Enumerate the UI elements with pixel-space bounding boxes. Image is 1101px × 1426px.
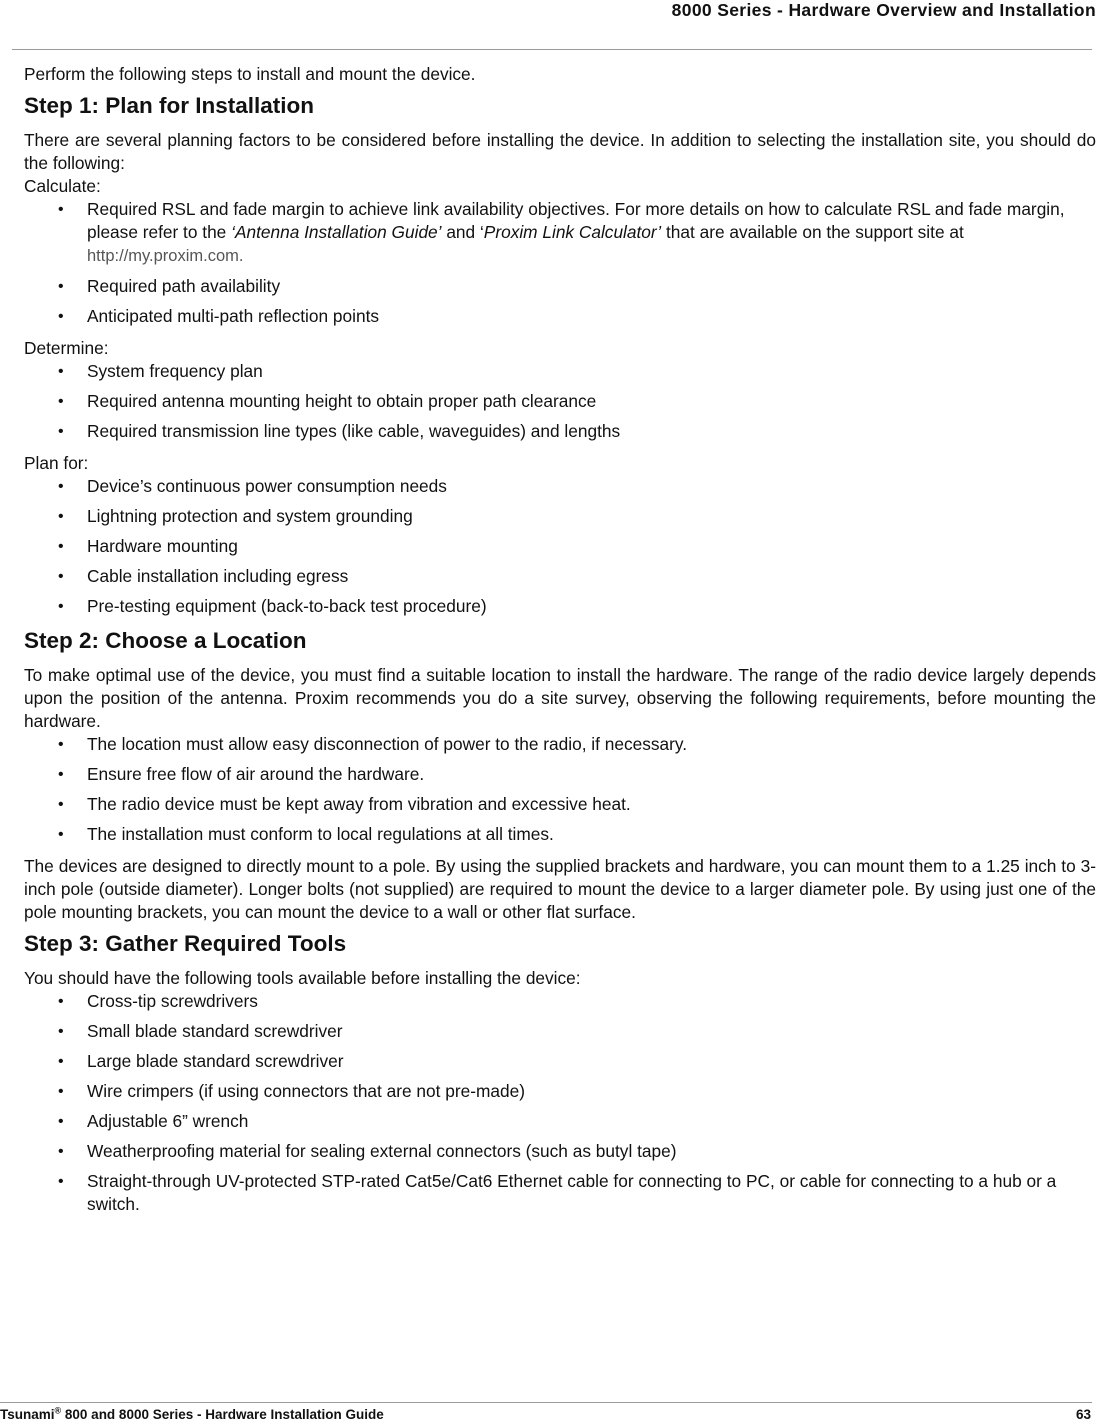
list-item-text: Device’s continuous power consumption needs <box>87 476 447 496</box>
list-item-text: Required transmission line types (like cable, waveguides) and lengths <box>87 421 621 441</box>
step2-heading: Step 2: Choose a Location <box>24 628 307 653</box>
list-item-text: Required path availability <box>87 276 281 296</box>
list-item <box>24 198 1096 268</box>
bullet-icon: • <box>58 201 64 218</box>
footer-guide-title <box>0 1407 384 1422</box>
list-item <box>24 390 1096 413</box>
list-item <box>24 305 1096 328</box>
list-item <box>24 990 1096 1013</box>
header-rule <box>12 49 1092 50</box>
list-item <box>24 505 1096 528</box>
list-item-text: Lightning protection and system grounding <box>87 506 413 526</box>
link-calculator-title: Proxim Link Calculator’ <box>483 222 662 242</box>
step1-heading: Step 1: Plan for Installation <box>24 93 315 118</box>
list-item-text: The installation must conform to local regulations at all times. <box>87 824 554 844</box>
intro-paragraph: Perform the following steps to install and mount the device. <box>24 64 476 84</box>
bullet-icon: • <box>58 1053 64 1070</box>
list-item-text: Weatherproofing material for sealing external connectors (such as butyl tape) <box>87 1141 677 1161</box>
list-item-text: Large blade standard screwdriver <box>87 1051 344 1071</box>
list-item-text: Adjustable 6” wrench <box>87 1111 249 1131</box>
list-item <box>24 1140 1096 1163</box>
list-item <box>24 733 1096 756</box>
list-item-text: The location must allow easy disconnection of power to the radio, if necessary. <box>87 734 688 754</box>
list-item <box>24 1110 1096 1133</box>
list-item-text: System frequency plan <box>87 361 263 381</box>
footer-title-rest: 800 and 8000 Series - Hardware Installation Guide <box>61 1407 384 1422</box>
determine-label: Determine: <box>24 338 109 358</box>
step3-heading: Step 3: Gather Required Tools <box>24 931 347 956</box>
bullet-icon: • <box>58 826 64 843</box>
bullet-icon: • <box>58 568 64 585</box>
footer-brand: Tsunami <box>0 1407 55 1422</box>
bullet-icon: • <box>58 508 64 525</box>
page-footer <box>0 1407 1091 1425</box>
bullet-icon: • <box>58 393 64 410</box>
support-site-link[interactable]: http://my.proxim.com <box>87 247 239 265</box>
running-header: 8000 Series - Hardware Overview and Installation <box>671 0 1096 20</box>
list-item-text: Ensure free flow of air around the hardware. <box>87 764 425 784</box>
list-item-text: Cable installation including egress <box>87 566 349 586</box>
bullet-icon: • <box>58 993 64 1010</box>
calculate-list <box>24 198 1096 328</box>
list-item <box>24 1170 1096 1216</box>
list-item-text: Anticipated multi-path reflection points <box>87 306 380 326</box>
list-item <box>24 823 1096 846</box>
bullet-icon: • <box>58 363 64 380</box>
list-item <box>24 763 1096 786</box>
bullet-icon: • <box>58 736 64 753</box>
calc-item-text-mid2: that are available on the support site at <box>661 222 964 242</box>
step1-paragraph: There are several planning factors to be considered before installing the device. In addition to selecting the installation site, you should do the following: <box>24 130 1096 173</box>
page-number: 63 <box>1075 1407 1091 1422</box>
bullet-icon: • <box>58 796 64 813</box>
bullet-icon: • <box>58 478 64 495</box>
list-item <box>24 535 1096 558</box>
list-item-text: Small blade standard screwdriver <box>87 1021 343 1041</box>
planfor-label: Plan for: <box>24 453 89 473</box>
list-item <box>24 1020 1096 1043</box>
list-item <box>24 595 1096 618</box>
bullet-icon: • <box>58 1023 64 1040</box>
bullet-icon: • <box>58 1143 64 1160</box>
list-item <box>24 275 1096 298</box>
bullet-icon: • <box>58 1083 64 1100</box>
list-item-text: Pre-testing equipment (back-to-back test procedure) <box>87 596 487 616</box>
bullet-icon: • <box>58 278 64 295</box>
antenna-guide-title: ‘Antenna Installation Guide’ <box>231 222 442 242</box>
location-requirements-list <box>24 733 1096 846</box>
list-item <box>24 475 1096 498</box>
footer-rule <box>0 1402 1092 1403</box>
calc-item-text-pre: Required RSL and fade margin to achieve link availability objectives. For more details on how to calculate RSL and fade margin, please refer to the <box>87 199 1065 242</box>
bullet-icon: • <box>58 766 64 783</box>
list-item-text: Straight-through UV-protected STP-rated Cat5e/Cat6 Ethernet cable for connecting to PC, or cable for connecting to a hub or a switch. <box>87 1171 1057 1214</box>
step2-paragraph-2: The devices are designed to directly mount to a pole. By using the supplied brackets and hardware, you can mount them to a 1.25 inch to 3-inch pole (outside diameter). Longer bolts (not supplied) are required to mount the device to a larger diameter pole. By using just one of the pole mounting brackets, you can mount the device to a wall or other flat surface. <box>24 856 1096 922</box>
calc-item-text-end: . <box>238 247 244 265</box>
list-item-text: Required antenna mounting height to obtain proper path clearance <box>87 391 597 411</box>
list-item-text: Wire crimpers (if using connectors that are not pre-made) <box>87 1081 525 1101</box>
planfor-list <box>24 475 1096 618</box>
list-item <box>24 420 1096 443</box>
bullet-icon: • <box>58 538 64 555</box>
bullet-icon: • <box>58 308 64 325</box>
calc-item-text-mid: and ‘ <box>441 222 484 242</box>
list-item-text: Hardware mounting <box>87 536 238 556</box>
step3-paragraph: You should have the following tools available before installing the device: <box>24 968 581 988</box>
list-item-text: The radio device must be kept away from vibration and excessive heat. <box>87 794 631 814</box>
step2-paragraph-1: To make optimal use of the device, you must find a suitable location to install the hardware. The range of the radio device largely depends upon the position of the antenna. Proxim recommends you do a site survey, observing the following requirements, before mounting the hardware. <box>24 665 1096 731</box>
registered-mark: ® <box>54 1405 62 1416</box>
list-item <box>24 565 1096 588</box>
page-content <box>24 63 1096 1225</box>
list-item-text: Cross-tip screwdrivers <box>87 991 258 1011</box>
bullet-icon: • <box>58 598 64 615</box>
list-item <box>24 1050 1096 1073</box>
list-item <box>24 360 1096 383</box>
calculate-label: Calculate: <box>24 176 101 196</box>
bullet-icon: • <box>58 1113 64 1130</box>
list-item <box>24 793 1096 816</box>
determine-list <box>24 360 1096 443</box>
bullet-icon: • <box>58 1173 64 1190</box>
tools-list <box>24 990 1096 1216</box>
list-item <box>24 1080 1096 1103</box>
bullet-icon: • <box>58 423 64 440</box>
